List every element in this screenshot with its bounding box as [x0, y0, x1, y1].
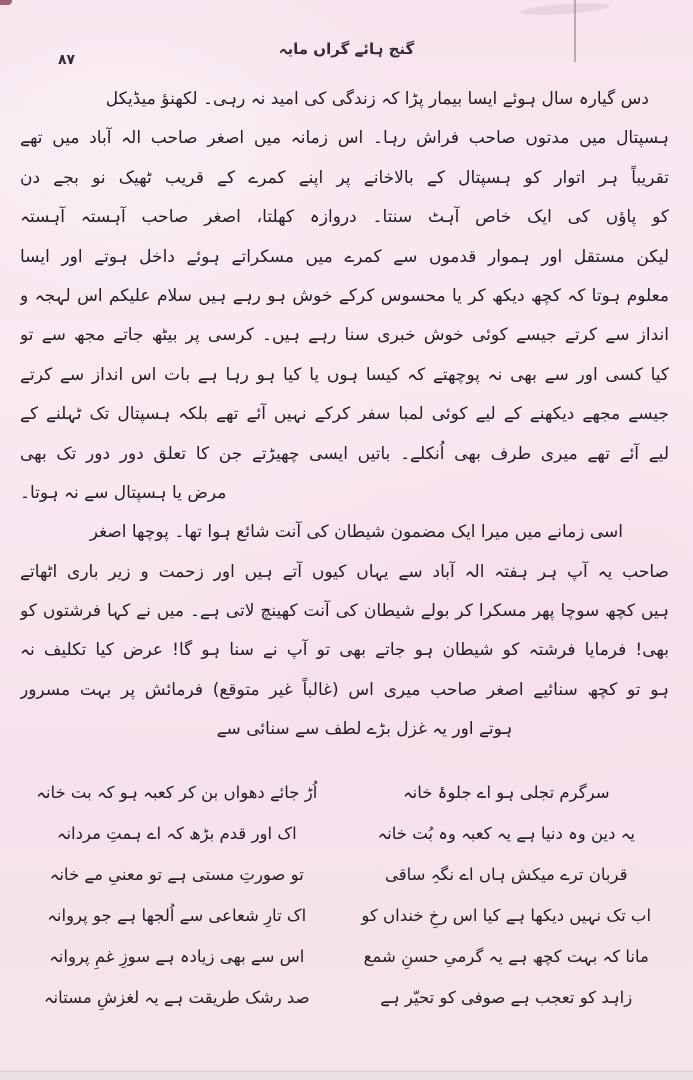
couplet-row — [12, 854, 671, 895]
text-line: ہیں کچھ سوچا پھر مسکرا کر بولے شیطان کی آنت کھینچ لاتی ہے۔ میں نے کہا فرشتوں کو — [20, 601, 669, 622]
verse-hemistich: قربان ترے میکش ہاں اے نگہِ ساقی — [385, 865, 628, 884]
text-line: ہوتے اور یہ غزل بڑے لطف سے سنائی سے — [216, 719, 513, 740]
verse-hemistich: مانا کہ بہت کچھ ہے یہ گرمیِ حسنِ شمع — [363, 947, 649, 966]
verse-hemistich: صد رشک طریقت ہے یہ لغزشِ مستانہ — [43, 988, 310, 1007]
scan-edge-bottom — [0, 1072, 693, 1080]
text-line: کیا کسی اور سے بھی نہ پوچھتے کہ کیسا ہوں یا کیا ہو رہا ہے بات اس انداز سے کرتے — [20, 364, 669, 385]
text-line: صاحب یہ آپ ہر ہفتہ الہ آباد سے یہاں کیوں آتے ہیں اور زحمت و زیر باری اٹھاتے — [20, 561, 669, 582]
text-line: اسی زمانے میں میرا ایک مضمون شیطان کی آنت شائع ہوا تھا۔ پوچھا اصغر — [89, 522, 623, 543]
ghazal-section — [12, 772, 671, 1018]
verse-hemistich: اس سے بھی زیادہ ہے سوزِ غمِ پروانہ — [49, 947, 305, 966]
couplet-row — [12, 813, 671, 854]
verse-hemistich: زاہد کو تعجب ہے صوفی کو تحیّر ہے — [380, 988, 633, 1007]
verse-hemistich: اک تارِ شعاعی سے اُلجھا ہے جو پروانہ — [47, 906, 307, 925]
scan-artifact-corner-mark — [0, 0, 12, 5]
text-line: مرض یا ہسپتال سے نہ ہوتا۔ — [20, 482, 227, 503]
verse-hemistich: یہ دین وہ دنیا ہے یہ کعبہ وہ بُت خانہ — [377, 824, 636, 843]
couplet-row — [12, 936, 671, 977]
verse-hemistich: اُڑ جائے دھواں بن کر کعبہ ہو کہ بت خانہ — [36, 783, 318, 802]
running-title: گنج ہائے گراں مایہ — [278, 40, 415, 58]
verse-hemistich: سرگرم تجلی ہو اے جلوۂ خانہ — [402, 783, 610, 802]
text-line: دس گیارہ سال ہوئے ایسا بیمار پڑا کہ زندگی کی امید نہ رہی۔ لکھنؤ میڈیکل — [105, 89, 649, 109]
couplet-row — [12, 895, 671, 936]
text-line: لیے آئے تھے میری طرف بھی اُنکلے۔ باتیں ایسی چھیڑتے جن کا تعلق دور دور تک بھی — [20, 443, 669, 464]
text-line: بھی! فرمایا فرشتہ کو شیطان ہو جاتے بھی تو آپ نے سنا ہو گا! عرض کیا تکلیف نہ — [20, 640, 669, 661]
text-line: تقریباً ہر اتوار کو ہسپتال کے بالاخانے پر اپنے کمرے کے قریب ٹھیک نو بجے دن — [20, 167, 669, 188]
text-line: ہو تو کچھ سنائیے اصغر صاحب میری اس (غالباً غیر متوقع) فرمائش پر بہت مسرور — [20, 679, 669, 700]
verse-hemistich: اب تک نہیں دیکھا ہے کیا اس رخِ خنداں کو — [361, 906, 652, 925]
text-line: انداز سے کرتے جیسے کوئی خوش خبری سنا رہے ہیں۔ کرسی پر بیٹھ جاتے مجھ سے تو — [20, 325, 669, 346]
text-line: معلوم ہوتا کہ کچھ دیکھ کر یا محسوس کرکے خوش ہو رہے ہیں سلام علیکم اس لہجہ و — [20, 285, 669, 306]
verse-hemistich: اک اور قدم بڑھ کہ اے ہمتِ مردانہ — [56, 824, 297, 843]
couplet-row — [12, 772, 671, 813]
scan-artifact-smudge — [520, 1, 610, 17]
text-line: کو پاؤں کی ایک خاص آہٹ سنتا۔ دروازہ کھلتا، اصغر صاحب آہستہ آہستہ — [20, 207, 669, 228]
text-line: لیکن مستقل اور ہموار قدموں سے کمرے میں مسکراتے ہوئے داخل ہوتے اور ایسا — [20, 246, 669, 267]
text-line: ہسپتال میں مدتوں صاحب فراش رہا۔ اس زمانہ میں اصغر صاحب الہ آباد میں تھے — [20, 128, 669, 149]
verse-hemistich: تو صورتِ مستی ہے تو معنیِ مے خانہ — [49, 865, 304, 884]
prose-section — [20, 80, 669, 750]
page-number: ۸۷ — [58, 52, 76, 68]
couplet-row — [12, 977, 671, 1018]
text-line: جیسے مجھے دیکھنے کے لیے کوئی لمبا سفر کرکے نہیں آئے تھے بلکہ ہسپتال تک ٹہلنے کے — [20, 404, 669, 425]
